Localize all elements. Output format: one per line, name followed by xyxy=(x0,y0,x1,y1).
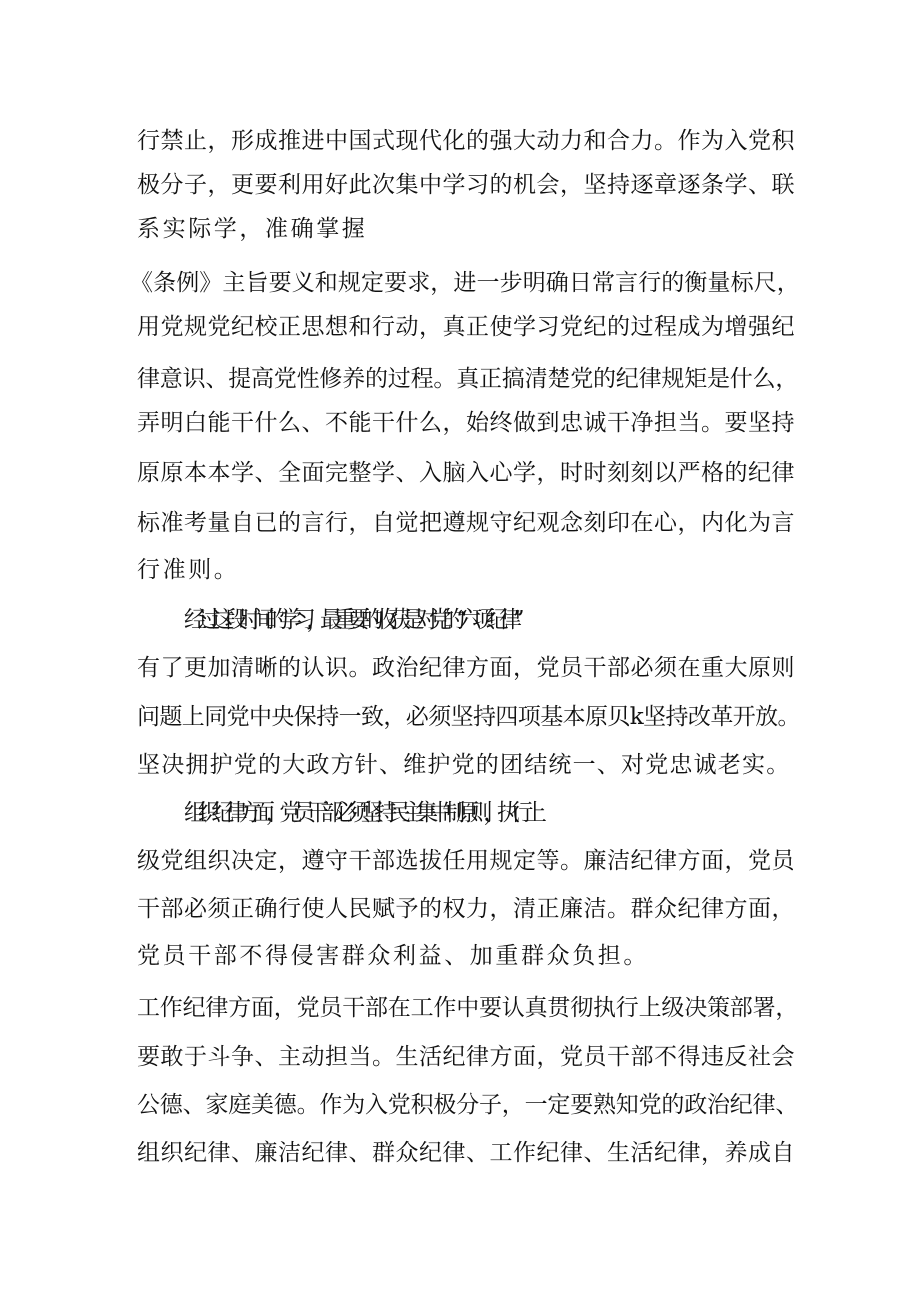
text-line: 工作纪律方面，党员干部在工作中要认真贯彻执行上级决策部署， xyxy=(137,995,799,1021)
text-line: 经过这段时间的学习，最重要的收获是对党的“六项纪律” xyxy=(184,607,516,633)
text-line: 组织纪律、廉洁纪律、群众纪律、工作纪律、生活纪律，养成自 xyxy=(137,1140,795,1166)
text-line: 《条例》主旨要义和规定要求，进一步明确日常言行的衡量标尺， xyxy=(130,270,800,296)
text-line: 公德、家庭美德。作为入党积极分子，一定要熟知党的政治纪律、 xyxy=(137,1092,799,1118)
text-line: 组织纪律方面，党员干部必须坚持民主集中制原则，执行上 xyxy=(184,800,538,826)
text-line: 系实际学，准确掌握 xyxy=(137,216,368,242)
text-line: 级党组织决定，遵守干部选拔任用规定等。廉洁纪律方面，党员 xyxy=(137,848,795,874)
text-line: 行禁止，形成推进中国式现代化的强大动力和合力。作为入党积 xyxy=(137,128,795,154)
text-line: 要敢于斗争、主动担当。生活纪律方面，党员干部不得违反社会 xyxy=(137,1044,795,1070)
text-line: 行准则。 xyxy=(137,557,240,583)
text-line: 律意识、提高党性修养的过程。真正搞清楚党的纪律规矩是什么， xyxy=(137,366,799,392)
text-line: 弄明白能干什么、不能干什么，始终做到忠诚干净担当。要坚持 xyxy=(137,410,795,436)
text-line: 原原本本学、全面完整学、入脑入心学，时时刻刻以严格的纪律 xyxy=(137,460,795,486)
text-line: 极分子，更要利用好此次集中学习的机会，坚持逐章逐条学、联 xyxy=(137,172,795,198)
text-line: 干部必须正确行使人民赋予的权力，清正廉洁。群众纪律方面， xyxy=(137,896,795,922)
text-line: 党员干部不得侵害群众利益、加重群众负担。 xyxy=(137,943,649,969)
text-line: 问题上同党中央保持一致，必须坚持四项基本原贝k坚持改革开放。 xyxy=(137,704,800,730)
text-line: 坚决拥护党的大政方针、维护党的团结统一、对党忠诚老实。 xyxy=(137,752,791,778)
text-line: 用党规党纪校正思想和行动，真正使学习党纪的过程成为增强纪 xyxy=(137,314,795,340)
text-line: 标准考量自已的言行，自觉把遵规守纪观念刻印在心，内化为言 xyxy=(137,510,795,536)
text-line: 有了更加清晰的认识。政治纪律方面，党员干部必须在重大原则 xyxy=(137,655,795,681)
